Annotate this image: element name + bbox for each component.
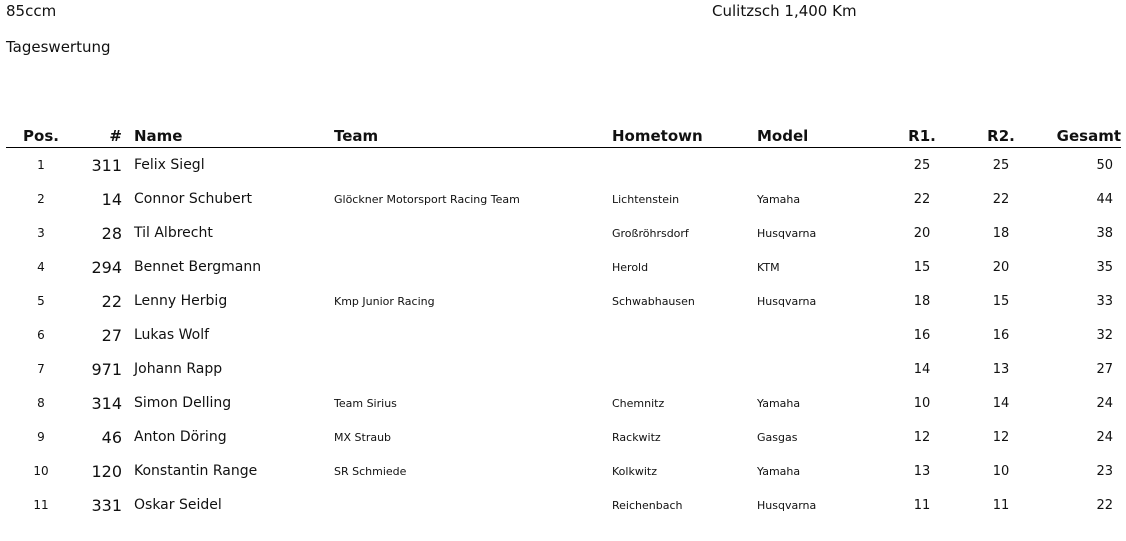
row-model: Husqvarna — [757, 226, 817, 240]
row-model: KTM — [757, 260, 780, 274]
row-total-points: 44 — [1096, 191, 1113, 207]
row-r1-points: 13 — [913, 463, 931, 479]
row-position: 7 — [37, 362, 45, 376]
row-r1-points: 25 — [913, 157, 931, 173]
row-total-points: 38 — [1096, 225, 1113, 241]
row-total-points: 35 — [1096, 259, 1113, 275]
row-model: Yamaha — [757, 192, 801, 206]
row-number: 314 — [91, 393, 122, 413]
row-position: 8 — [37, 396, 45, 410]
row-r2-points: 16 — [992, 327, 1010, 343]
row-position: 3 — [37, 226, 45, 240]
row-hometown: Großröhrsdorf — [612, 226, 689, 240]
row-team: SR Schmiede — [334, 464, 407, 478]
col-header-pos: Pos. — [6, 124, 76, 148]
table-row — [6, 420, 1121, 454]
row-rider-name: Lenny Herbig — [134, 293, 228, 309]
table-row — [6, 454, 1121, 488]
subtitle: Tageswertung — [6, 38, 111, 56]
row-r2-points: 14 — [992, 395, 1010, 411]
row-team: MX Straub — [334, 430, 392, 444]
row-rider-name: Felix Siegl — [134, 157, 205, 173]
row-rider-name: Lukas Wolf — [134, 327, 210, 343]
row-number: 311 — [91, 155, 122, 175]
row-r2-points: 12 — [992, 429, 1010, 445]
table-row — [6, 488, 1121, 522]
table-row — [6, 352, 1121, 386]
row-r2-points: 25 — [992, 157, 1010, 173]
row-model: Yamaha — [757, 464, 801, 478]
row-number: 46 — [101, 427, 122, 447]
row-team — [334, 488, 612, 522]
table-row — [6, 318, 1121, 352]
row-team — [334, 148, 612, 183]
row-number: 22 — [101, 291, 122, 311]
row-number: 331 — [91, 495, 122, 515]
row-total-points: 24 — [1096, 429, 1113, 445]
col-header-r2: R2. — [962, 124, 1040, 148]
row-hometown — [612, 352, 757, 386]
row-hometown: Rackwitz — [612, 430, 661, 444]
row-model: Husqvarna — [757, 498, 817, 512]
results-table — [6, 124, 1121, 522]
row-r1-points: 20 — [913, 225, 931, 241]
row-position: 1 — [37, 158, 45, 172]
row-model — [757, 148, 882, 183]
table-row — [6, 386, 1121, 420]
row-r1-points: 11 — [913, 497, 931, 513]
col-header-name: Name — [126, 124, 334, 148]
row-hometown: Herold — [612, 260, 649, 274]
row-model — [757, 318, 882, 352]
col-header-total: Gesamt — [1040, 124, 1121, 148]
col-header-hometown: Hometown — [612, 124, 757, 148]
class-name: 85ccm — [6, 2, 57, 20]
row-total-points: 27 — [1096, 361, 1113, 377]
track-info: Culitzsch 1,400 Km — [712, 2, 857, 20]
row-rider-name: Connor Schubert — [134, 191, 252, 207]
row-r2-points: 20 — [992, 259, 1010, 275]
row-rider-name: Konstantin Range — [134, 463, 258, 479]
row-hometown — [612, 148, 757, 183]
row-total-points: 33 — [1096, 293, 1113, 309]
row-position: 5 — [37, 294, 45, 308]
row-number: 120 — [91, 461, 122, 481]
row-hometown: Kolkwitz — [612, 464, 657, 478]
col-header-number: # — [76, 124, 126, 148]
row-rider-name: Simon Delling — [134, 395, 232, 411]
table-header — [6, 124, 1121, 148]
row-r2-points: 10 — [992, 463, 1010, 479]
row-rider-name: Oskar Seidel — [134, 497, 222, 513]
row-team — [334, 352, 612, 386]
row-r2-points: 11 — [992, 497, 1010, 513]
col-header-r1: R1. — [882, 124, 962, 148]
row-r2-points: 18 — [992, 225, 1010, 241]
row-hometown: Lichtenstein — [612, 192, 680, 206]
row-model: Husqvarna — [757, 294, 817, 308]
row-team — [334, 250, 612, 284]
row-model: Gasgas — [757, 430, 798, 444]
row-r1-points: 14 — [913, 361, 931, 377]
row-hometown: Chemnitz — [612, 396, 665, 410]
row-r1-points: 16 — [913, 327, 931, 343]
row-team: Kmp Junior Racing — [334, 294, 435, 308]
table-row — [6, 216, 1121, 250]
row-model: Yamaha — [757, 396, 801, 410]
row-rider-name: Johann Rapp — [134, 361, 223, 377]
row-number: 294 — [91, 257, 122, 277]
row-total-points: 22 — [1096, 497, 1113, 513]
row-position: 10 — [33, 464, 49, 478]
row-model — [757, 352, 882, 386]
col-header-team: Team — [334, 124, 612, 148]
table-row — [6, 284, 1121, 318]
row-position: 9 — [37, 430, 45, 444]
row-r2-points: 15 — [992, 293, 1010, 309]
row-rider-name: Bennet Bergmann — [134, 259, 262, 275]
row-r2-points: 22 — [992, 191, 1010, 207]
row-team: Glöckner Motorsport Racing Team — [334, 192, 520, 206]
row-total-points: 32 — [1096, 327, 1113, 343]
row-team: Team Sirius — [334, 396, 397, 410]
row-r1-points: 12 — [913, 429, 931, 445]
row-number: 27 — [101, 325, 122, 345]
row-number: 28 — [101, 223, 122, 243]
table-row — [6, 182, 1121, 216]
row-position: 11 — [33, 498, 49, 512]
row-team — [334, 318, 612, 352]
row-position: 4 — [37, 260, 45, 274]
table-row — [6, 148, 1121, 183]
row-total-points: 50 — [1096, 157, 1113, 173]
col-header-model: Model — [757, 124, 882, 148]
table-row — [6, 250, 1121, 284]
row-r1-points: 18 — [913, 293, 931, 309]
row-position: 6 — [37, 328, 45, 342]
row-rider-name: Til Albrecht — [134, 225, 213, 241]
row-hometown — [612, 318, 757, 352]
table-body — [6, 148, 1121, 523]
row-r1-points: 10 — [913, 395, 931, 411]
row-total-points: 23 — [1096, 463, 1113, 479]
row-r2-points: 13 — [992, 361, 1010, 377]
row-team — [334, 216, 612, 250]
row-position: 2 — [37, 192, 45, 206]
row-hometown: Reichenbach — [612, 498, 683, 512]
row-total-points: 24 — [1096, 395, 1113, 411]
row-rider-name: Anton Döring — [134, 429, 227, 445]
row-number: 14 — [101, 189, 122, 209]
row-r1-points: 15 — [913, 259, 931, 275]
row-r1-points: 22 — [913, 191, 931, 207]
row-hometown: Schwabhausen — [612, 294, 695, 308]
row-number: 971 — [91, 359, 122, 379]
